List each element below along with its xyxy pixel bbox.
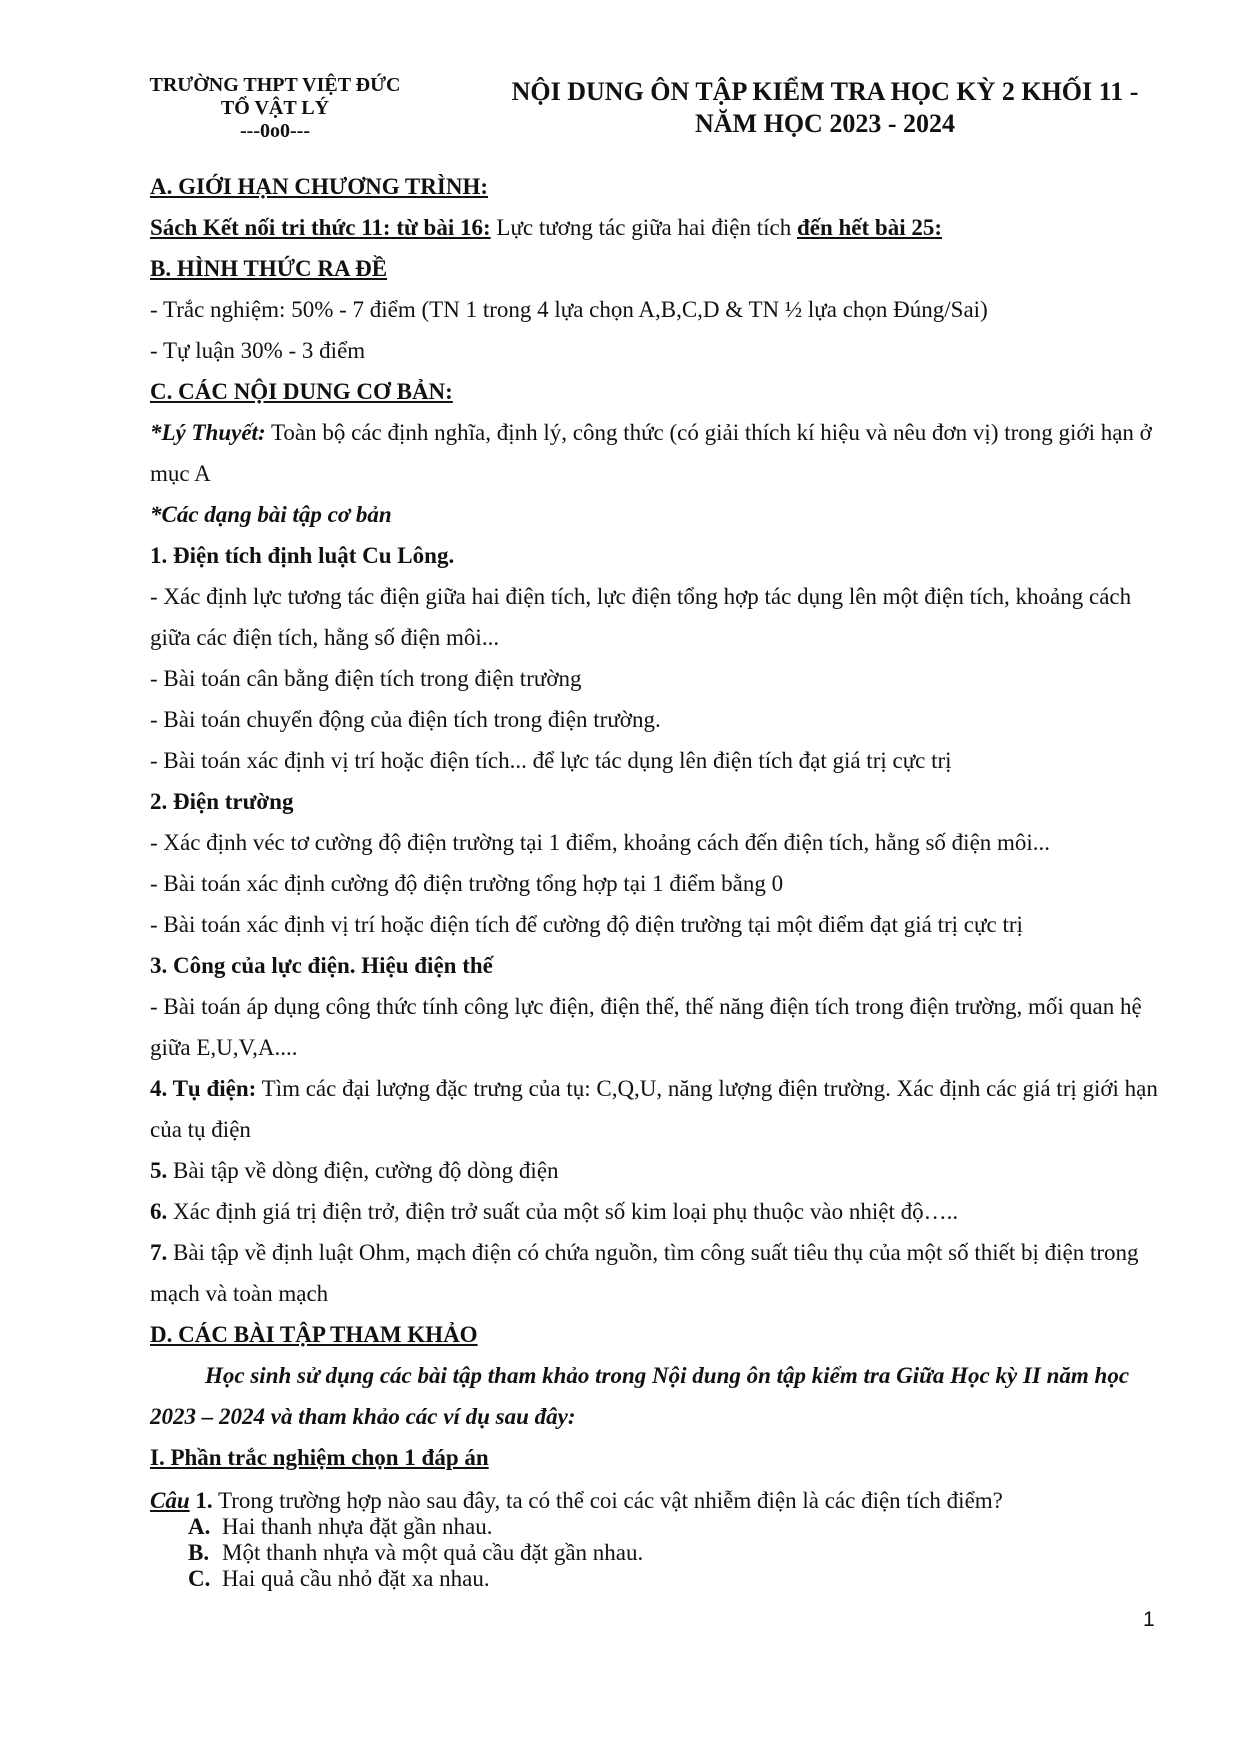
topic-1-heading: 1. Điện tích định luật Cu Lông. (150, 543, 455, 568)
answer-option-b (150, 1540, 1170, 1566)
question-number: 1. (189, 1488, 213, 1513)
theory-paragraph (150, 412, 1170, 494)
topic-1-item: - Bài toán chuyển động của điện tích trong điện trường. (150, 707, 661, 732)
section-c-heading: C. CÁC NỘI DUNG CƠ BẢN: (150, 379, 453, 404)
question-text: Trong trường hợp nào sau đây, ta có thể coi các vật nhiễm điện là các điện tích điểm? (212, 1488, 1003, 1513)
section-b-heading: B. HÌNH THỨC RA ĐỀ (150, 256, 388, 281)
answer-option-a (150, 1514, 1170, 1540)
topic-1-item: - Bài toán cân bằng điện tích trong điện trường (150, 666, 582, 691)
section-d-intro: Học sinh sử dụng các bài tập tham khảo trong Nội dung ôn tập kiểm tra Giữa Học kỳ II năm học 2023 – 2024 và tham khảo các ví dụ sau đây: (150, 1363, 1130, 1429)
part-1-heading: I. Phần trắc nghiệm chọn 1 đáp án (150, 1445, 489, 1470)
title-line-1: NỘI DUNG ÔN TẬP KIỂM TRA HỌC KỲ 2 KHỐI 11 - (511, 77, 1139, 106)
department-name: TỔ VẬT LÝ (220, 97, 330, 119)
book-range-label: Sách Kết nối tri thức 11: từ bài 16: (150, 215, 491, 240)
topic-2-item: - Bài toán xác định vị trí hoặc điện tích để cường độ điện trường tại một điểm đạt giá trị cực trị (150, 912, 1023, 937)
theory-text: Toàn bộ các định nghĩa, định lý, công thức (có giải thích kí hiệu và nêu đơn vị) trong giới hạn ở mục A (150, 420, 1152, 486)
question-label: Câu (150, 1488, 190, 1513)
topic-2-item: - Xác định véc tơ cường độ điện trường tại 1 điểm, khoảng cách đến điện tích, hằng số điện môi... (150, 830, 1051, 855)
section-a-heading: A. GIỚI HẠN CHƯƠNG TRÌNH: (150, 174, 488, 199)
book-range-end: đến hết bài 25: (796, 215, 943, 240)
topic-7 (150, 1232, 1170, 1314)
topic-6-text: Xác định giá trị điện trở, điện trở suất của một số kim loại phụ thuộc vào nhiệt độ….. (167, 1199, 959, 1224)
topic-6-label: 6. (150, 1199, 168, 1224)
topic-6 (150, 1191, 1170, 1232)
book-range-text: Lực tương tác giữa hai điện tích (490, 215, 797, 240)
school-header (120, 74, 430, 143)
topic-7-label: 7. (150, 1240, 168, 1265)
topic-2-item: - Bài toán xác định cường độ điện trường tổng hợp tại 1 điểm bằng 0 (150, 871, 784, 896)
topic-3-item: - Bài toán áp dụng công thức tính công lực điện, điện thế, thế năng điện tích trong điện trường, mối quan hệ giữa E,U,V,A.... (150, 994, 1142, 1060)
question-1 (150, 1488, 1170, 1592)
topic-5 (150, 1150, 1170, 1191)
topic-1-item: - Xác định lực tương tác điện giữa hai điện tích, lực điện tổng hợp tác dụng lên một điện tích, khoảng cách giữa các điện tích, hằng số điện môi... (150, 584, 1132, 650)
answer-option-c (150, 1566, 1170, 1592)
topic-5-text: Bài tập về dòng điện, cường độ dòng điện (167, 1158, 559, 1183)
topic-4-label: 4. Tụ điện: (150, 1076, 257, 1101)
topic-2-heading: 2. Điện trường (150, 789, 294, 814)
page-number: 1 (1143, 1608, 1155, 1631)
option-text: Hai quả cầu nhỏ đặt xa nhau. (222, 1566, 490, 1591)
topic-4-text: Tìm các đại lượng đặc trưng của tụ: C,Q,U, năng lượng điện trường. Xác định các giá trị giới hạn của tụ điện (150, 1076, 1158, 1142)
section-a-content (150, 207, 1170, 248)
topic-7-text: Bài tập về định luật Ohm, mạch điện có chứa nguồn, tìm công suất tiêu thụ của một số thiết bị điện trong mạch và toàn mạch (150, 1240, 1139, 1306)
option-letter: A. (188, 1514, 211, 1539)
school-name: TRƯỜNG THPT VIỆT ĐỨC (149, 74, 401, 96)
title-line-2: NĂM HỌC 2023 - 2024 (695, 109, 955, 138)
theory-label: *Lý Thuyết: (150, 420, 266, 445)
exercise-types-heading: *Các dạng bài tập cơ bản (150, 502, 392, 527)
topic-4 (150, 1068, 1170, 1150)
option-letter: B. (188, 1540, 210, 1565)
exam-format-item: - Tự luận 30% - 3 điểm (150, 338, 366, 363)
option-letter: C. (188, 1566, 211, 1591)
question-1-stem (150, 1488, 1170, 1514)
document-body (150, 166, 1170, 1478)
topic-3-heading: 3. Công của lực điện. Hiệu điện thế (150, 953, 493, 978)
option-text: Hai thanh nhựa đặt gần nhau. (222, 1514, 493, 1539)
topic-1-item: - Bài toán xác định vị trí hoặc điện tích... để lực tác dụng lên điện tích đạt giá trị cực trị (150, 748, 952, 773)
topic-5-label: 5. (150, 1158, 168, 1183)
document-title (455, 76, 1195, 140)
option-text: Một thanh nhựa và một quả cầu đặt gần nhau. (222, 1540, 644, 1565)
exam-format-item: - Trắc nghiệm: 50% - 7 điểm (TN 1 trong 4 lựa chọn A,B,C,D & TN ½ lựa chọn Đúng/Sai) (150, 297, 988, 322)
section-d-heading: D. CÁC BÀI TẬP THAM KHẢO (150, 1322, 478, 1347)
header-ornament: ---0o0--- (240, 120, 310, 142)
